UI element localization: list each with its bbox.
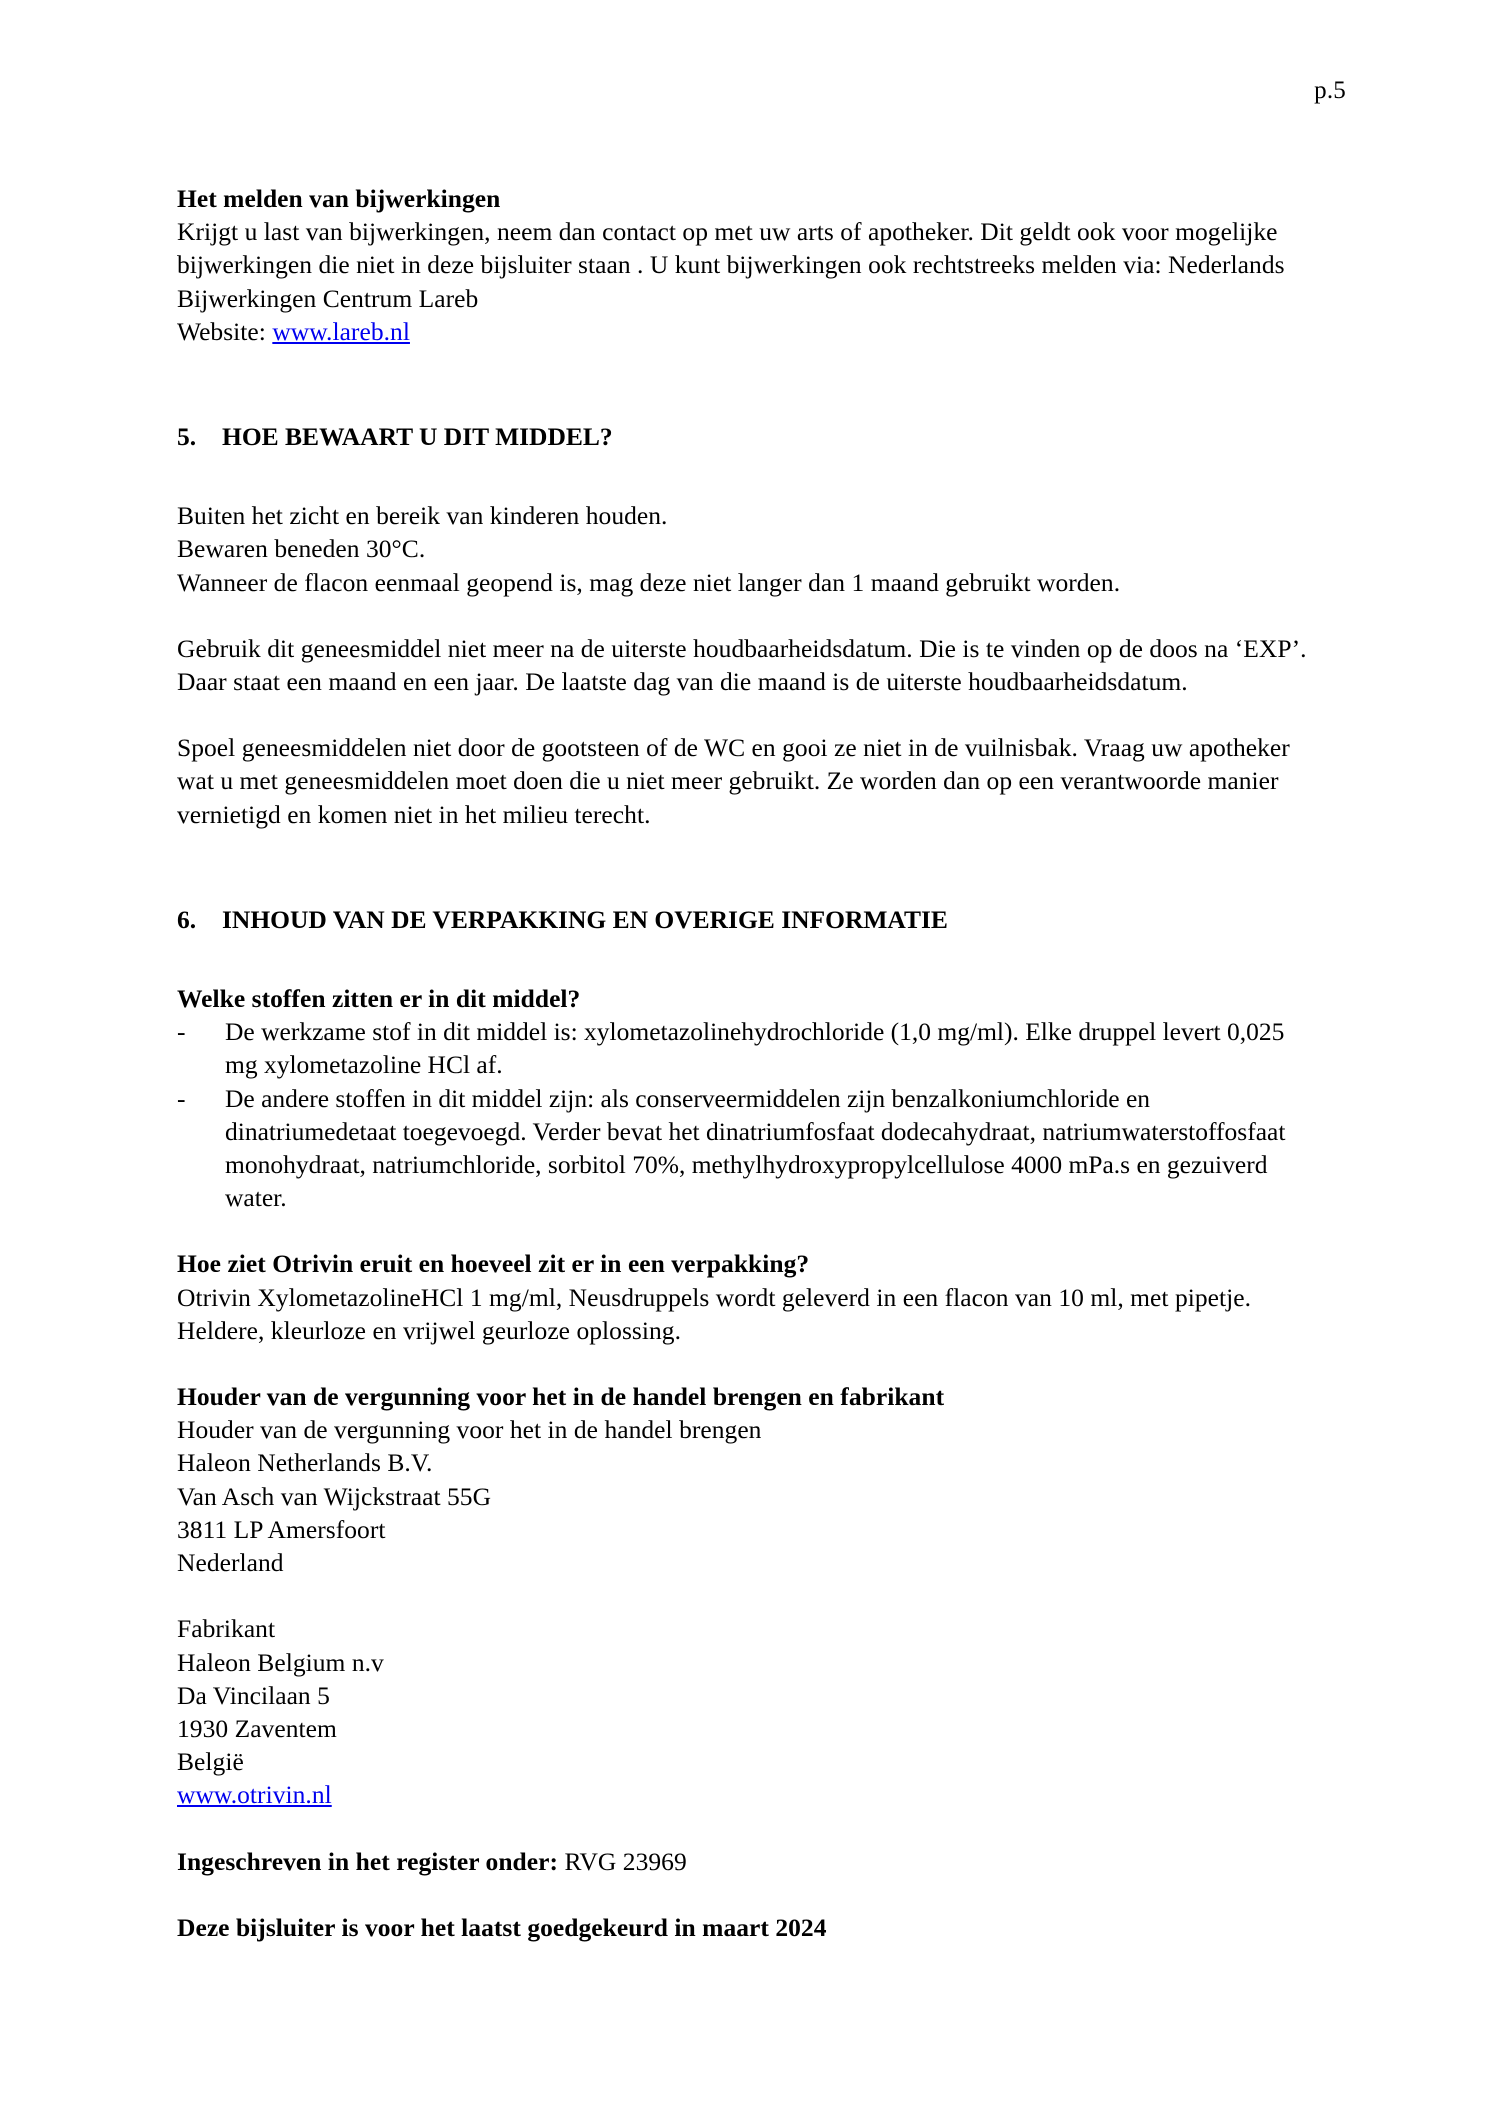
manufacturer-address-line: Haleon Belgium n.v bbox=[177, 1647, 384, 1677]
ingredient-excipients: De andere stoffen in dit middel zijn: als conserveermiddelen zijn benzalkoniumchloride en dinatriumedetaat toegevoegd. Verder bevat het dinatriumfosfaat dodecahydraat, natriumwaterstoffosfaat monohydraat, natriumchloride, sorbitol 70%, methylhydroxypropylcellulose 4000 mPa.s en gezuiverd water. bbox=[225, 1083, 1286, 1213]
appearance-line-1: Otrivin XylometazolineHCl 1 mg/ml, Neusdruppels wordt geleverd in een flacon van 10 ml, met pipetje. bbox=[177, 1282, 1252, 1312]
expiry-paragraph: Gebruik dit geneesmiddel niet meer na de uiterste houdbaarheidsdatum. Die is te vinden op de doos na ‘EXP’. Daar staat een maand en een jaar. De laatste dag van die maand is de uiterste houdbaarheidsdatum. bbox=[177, 633, 1307, 697]
manufacturer-label: Fabrikant bbox=[177, 1614, 276, 1644]
side-effects-website-line bbox=[177, 315, 1322, 348]
approval-date-line: Deze bijsluiter is voor het laatst goedgekeurd in maart 2024 bbox=[177, 1912, 827, 1942]
section-5-number: 5. bbox=[177, 422, 197, 452]
storage-line-2: Bewaren beneden 30°C. bbox=[177, 534, 426, 564]
storage-line-3: Wanneer de flacon eenmaal geopend is, mag deze niet langer dan 1 maand gebruikt worden. bbox=[177, 567, 1121, 597]
manufacturer-address-line: Da Vincilaan 5 bbox=[177, 1680, 330, 1710]
holder-heading: Houder van de vergunning voor het in de handel brengen en fabrikant bbox=[177, 1382, 945, 1412]
registration-line bbox=[177, 1845, 1322, 1878]
ingredient-active-substance: De werkzame stof in dit middel is: xylometazolinehydrochloride (1,0 mg/ml). Elke druppel levert 0,025 mg xylometazoline HCl af. bbox=[225, 1017, 1285, 1080]
spacer bbox=[177, 348, 1322, 420]
page-number: p.5 bbox=[1314, 77, 1346, 104]
spacer bbox=[177, 1878, 1322, 1911]
spacer bbox=[177, 1214, 1322, 1247]
document-body bbox=[177, 182, 1322, 1944]
holder-address-line: Nederland bbox=[177, 1548, 284, 1578]
appearance-heading: Hoe ziet Otrivin eruit en hoeveel zit er in een verpakking? bbox=[177, 1249, 810, 1279]
bullet-dash-icon: - bbox=[177, 1083, 186, 1113]
holder-subheading: Houder van de vergunning voor het in de handel brengen bbox=[177, 1415, 762, 1445]
spacer bbox=[177, 1812, 1322, 1845]
website-label: Website: bbox=[177, 316, 273, 346]
spacer bbox=[177, 698, 1322, 731]
holder-address-line: Van Asch van Wijckstraat 55G bbox=[177, 1481, 492, 1511]
otrivin-website-link[interactable]: www.otrivin.nl bbox=[177, 1780, 332, 1810]
section-5-title: HOE BEWAART U DIT MIDDEL? bbox=[222, 422, 613, 452]
side-effects-body: Krijgt u last van bijwerkingen, neem dan contact op met uw arts of apotheker. Dit geldt ook voor mogelijke bijwerkingen die niet in deze bijsluiter staan . U kunt bijwerkingen ook rechtstreeks melden via: Nederlands Bijwerkingen Centrum Lareb bbox=[177, 217, 1285, 313]
list-item bbox=[177, 1082, 1322, 1215]
spacer bbox=[177, 453, 1322, 499]
holder-address-line: Haleon Netherlands B.V. bbox=[177, 1448, 433, 1478]
manufacturer-address-line: 1930 Zaventem bbox=[177, 1713, 337, 1743]
appearance-line-2: Heldere, kleurloze en vrijwel geurloze oplossing. bbox=[177, 1315, 681, 1345]
section-6-title: INHOUD VAN DE VERPAKKING EN OVERIGE INFORMATIE bbox=[222, 904, 948, 934]
spacer bbox=[177, 599, 1322, 632]
bullet-dash-icon: - bbox=[177, 1017, 186, 1047]
section-5-heading bbox=[177, 420, 1322, 453]
list-item bbox=[177, 1015, 1322, 1081]
spacer bbox=[177, 1347, 1322, 1380]
storage-line-1: Buiten het zicht en bereik van kinderen houden. bbox=[177, 501, 668, 531]
spacer bbox=[177, 1579, 1322, 1612]
section-6-number: 6. bbox=[177, 904, 197, 934]
disposal-paragraph: Spoel geneesmiddelen niet door de gootsteen of de WC en gooi ze niet in de vuilnisbak. Vraag uw apotheker wat u met geneesmiddelen moet doen die u niet meer gebruikt. Ze worden dan op een verantwoorde manier vernietigd en komen niet in het milieu terecht. bbox=[177, 733, 1290, 829]
registration-label: Ingeschreven in het register onder: bbox=[177, 1846, 559, 1876]
spacer bbox=[177, 831, 1322, 903]
spacer bbox=[177, 936, 1322, 982]
manufacturer-address-line: België bbox=[177, 1747, 244, 1777]
lareb-website-link[interactable]: www.lareb.nl bbox=[272, 316, 410, 346]
ingredients-heading: Welke stoffen zitten er in dit middel? bbox=[177, 984, 581, 1014]
otrivin-website-line bbox=[177, 1778, 1322, 1811]
holder-address-line: 3811 LP Amersfoort bbox=[177, 1514, 386, 1544]
side-effects-heading: Het melden van bijwerkingen bbox=[177, 184, 501, 213]
section-6-heading bbox=[177, 903, 1322, 936]
ingredients-list bbox=[177, 1015, 1322, 1214]
registration-value: RVG 23969 bbox=[558, 1846, 687, 1876]
